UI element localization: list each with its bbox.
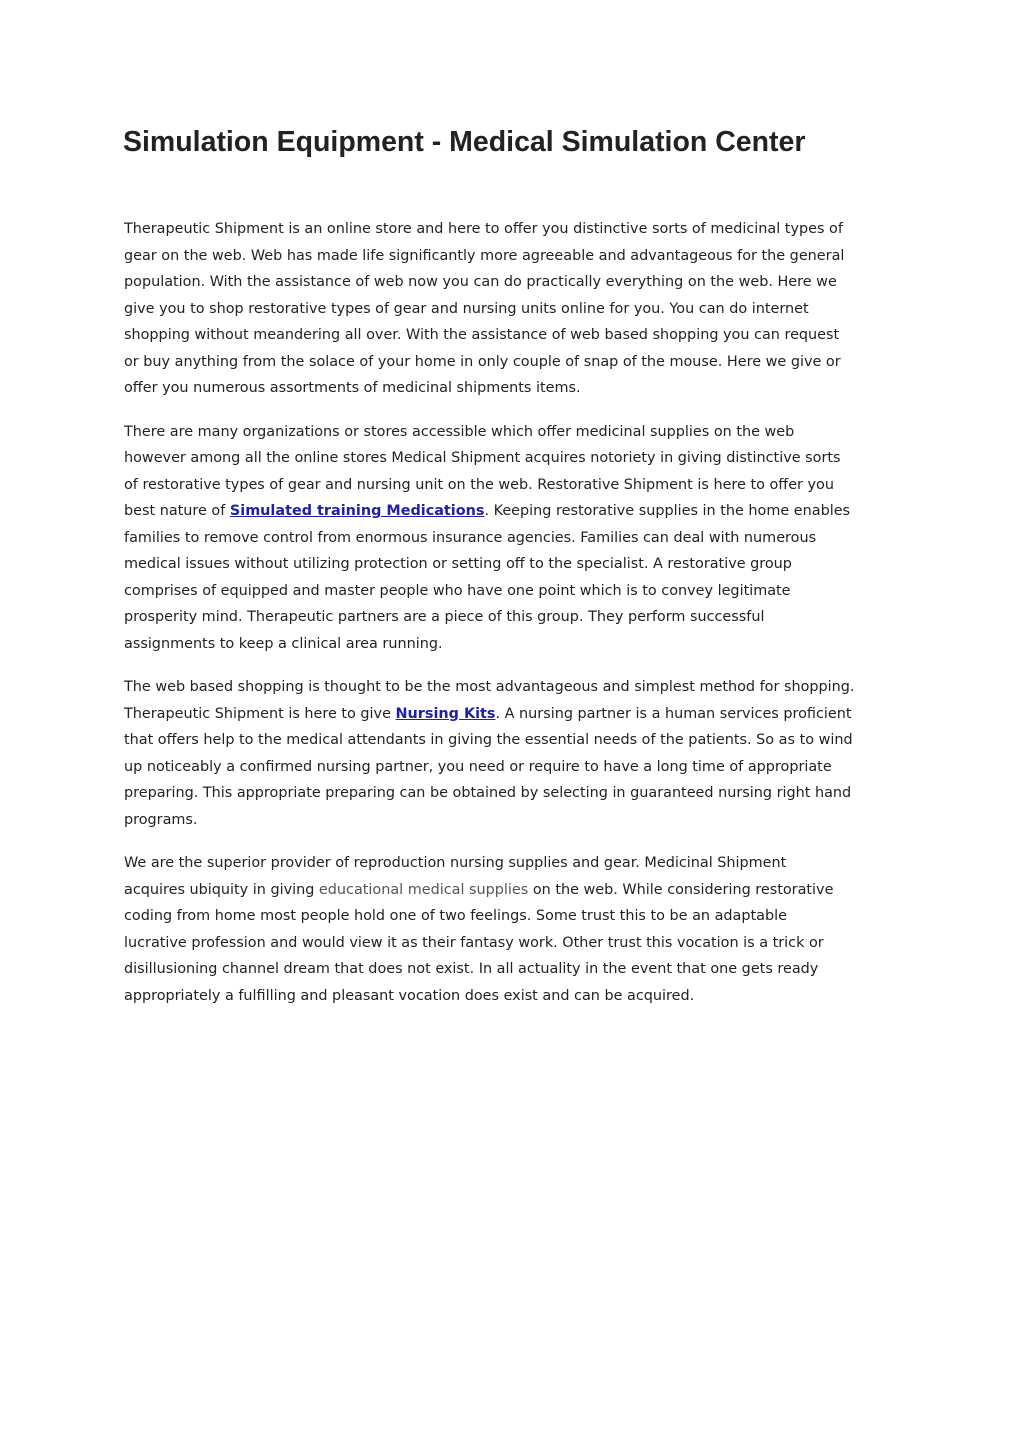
- page-title: Simulation Equipment - Medical Simulation Center: [123, 126, 806, 158]
- paragraph-line: lucrative profession and would view it as their fantasy work. Other trust this vocation is a trick or: [124, 934, 824, 951]
- paragraph-line-with-link: [124, 701, 914, 728]
- paragraph-line: comprises of equipped and master people who have one point which is to convey legitimate: [124, 582, 791, 599]
- paragraph-line: shopping without meandering all over. With the assistance of web based shopping you can request: [124, 327, 840, 343]
- paragraph-line: We are the superior provider of reproduction nursing supplies and gear. Medicinal Shipment: [124, 855, 787, 871]
- paragraph-1: [124, 216, 914, 402]
- paragraph-line: or buy anything from the solace of your home in only couple of snap of the mouse. Here we give or: [124, 353, 841, 370]
- paragraph-line: gear on the web. Web has made life significantly more agreeable and advantageous for the general: [124, 247, 845, 264]
- paragraph-line: There are many organizations or stores accessible which offer medicinal supplies on the web: [124, 423, 795, 440]
- paragraph-line: programs.: [124, 811, 198, 828]
- paragraph-line: appropriately a fulfilling and pleasant vocation does exist and can be acquired.: [124, 987, 695, 1004]
- line-text-after-link: . Keeping restorative supplies in the home enables: [484, 503, 851, 519]
- paragraph-line: Therapeutic Shipment is an online store and here to offer you distinctive sorts of medicinal types of: [124, 221, 843, 237]
- paragraph-line-with-link: [124, 877, 914, 904]
- line-text-before-link: best nature of: [124, 503, 230, 519]
- educational-medical-supplies-text: educational medical supplies: [318, 881, 529, 898]
- paragraph-line-with-link: [124, 498, 914, 525]
- paragraph-line: disillusioning channel dream that does not exist. In all actuality in the event that one gets ready: [124, 961, 819, 977]
- paragraph-3: [124, 674, 914, 833]
- paragraph-line: population. With the assistance of web now you can do practically everything on the web. Here we: [124, 274, 837, 290]
- paragraph-line: preparing. This appropriate preparing can be obtained by selecting in guaranteed nursing right hand: [124, 785, 852, 801]
- paragraph-line: give you to shop restorative types of gear and nursing units online for you. You can do internet: [124, 300, 809, 317]
- paragraph-line: families to remove control from enormous insurance agencies. Families can deal with numerous: [124, 529, 817, 546]
- paragraph-line: coding from home most people hold one of two feelings. Some trust this to be an adaptable: [124, 908, 787, 924]
- paragraph-line: medical issues without utilizing protection or setting off to the specialist. A restorative group: [124, 556, 792, 572]
- nursing-kits-link[interactable]: Nursing Kits: [395, 705, 496, 722]
- paragraph-line: up noticeably a confirmed nursing partner, you need or require to have a long time of appropriate: [124, 758, 832, 775]
- paragraph-line: of restorative types of gear and nursing unit on the web. Restorative Shipment is here to offer you: [124, 476, 834, 493]
- paragraph-line: offer you numerous assortments of medicinal shipments items.: [124, 380, 581, 396]
- paragraph-line: that offers help to the medical attendants in giving the essential needs of the patients. So as to wind: [124, 732, 853, 748]
- line-text-before-link: Therapeutic Shipment is here to give: [124, 705, 396, 722]
- line-text-before-link: acquires ubiquity in giving: [124, 881, 319, 898]
- paragraph-line: assignments to keep a clinical area running.: [124, 635, 443, 652]
- line-text-after-link: on the web. While considering restorative: [528, 881, 834, 898]
- paragraph-line: The web based shopping is thought to be the most advantageous and simplest method for shopping.: [124, 679, 855, 695]
- document-body: [124, 216, 914, 1026]
- paragraph-4: [124, 850, 914, 1009]
- simulated-training-medications-link[interactable]: Simulated training Medications: [229, 503, 485, 519]
- line-text-after-link: . A nursing partner is a human services proficient: [495, 705, 852, 722]
- paragraph-line: prosperity mind. Therapeutic partners are a piece of this group. They perform successful: [124, 609, 765, 625]
- paragraph-2: [124, 419, 914, 658]
- paragraph-line: however among all the online stores Medical Shipment acquires notoriety in giving distinctive sorts: [124, 450, 841, 466]
